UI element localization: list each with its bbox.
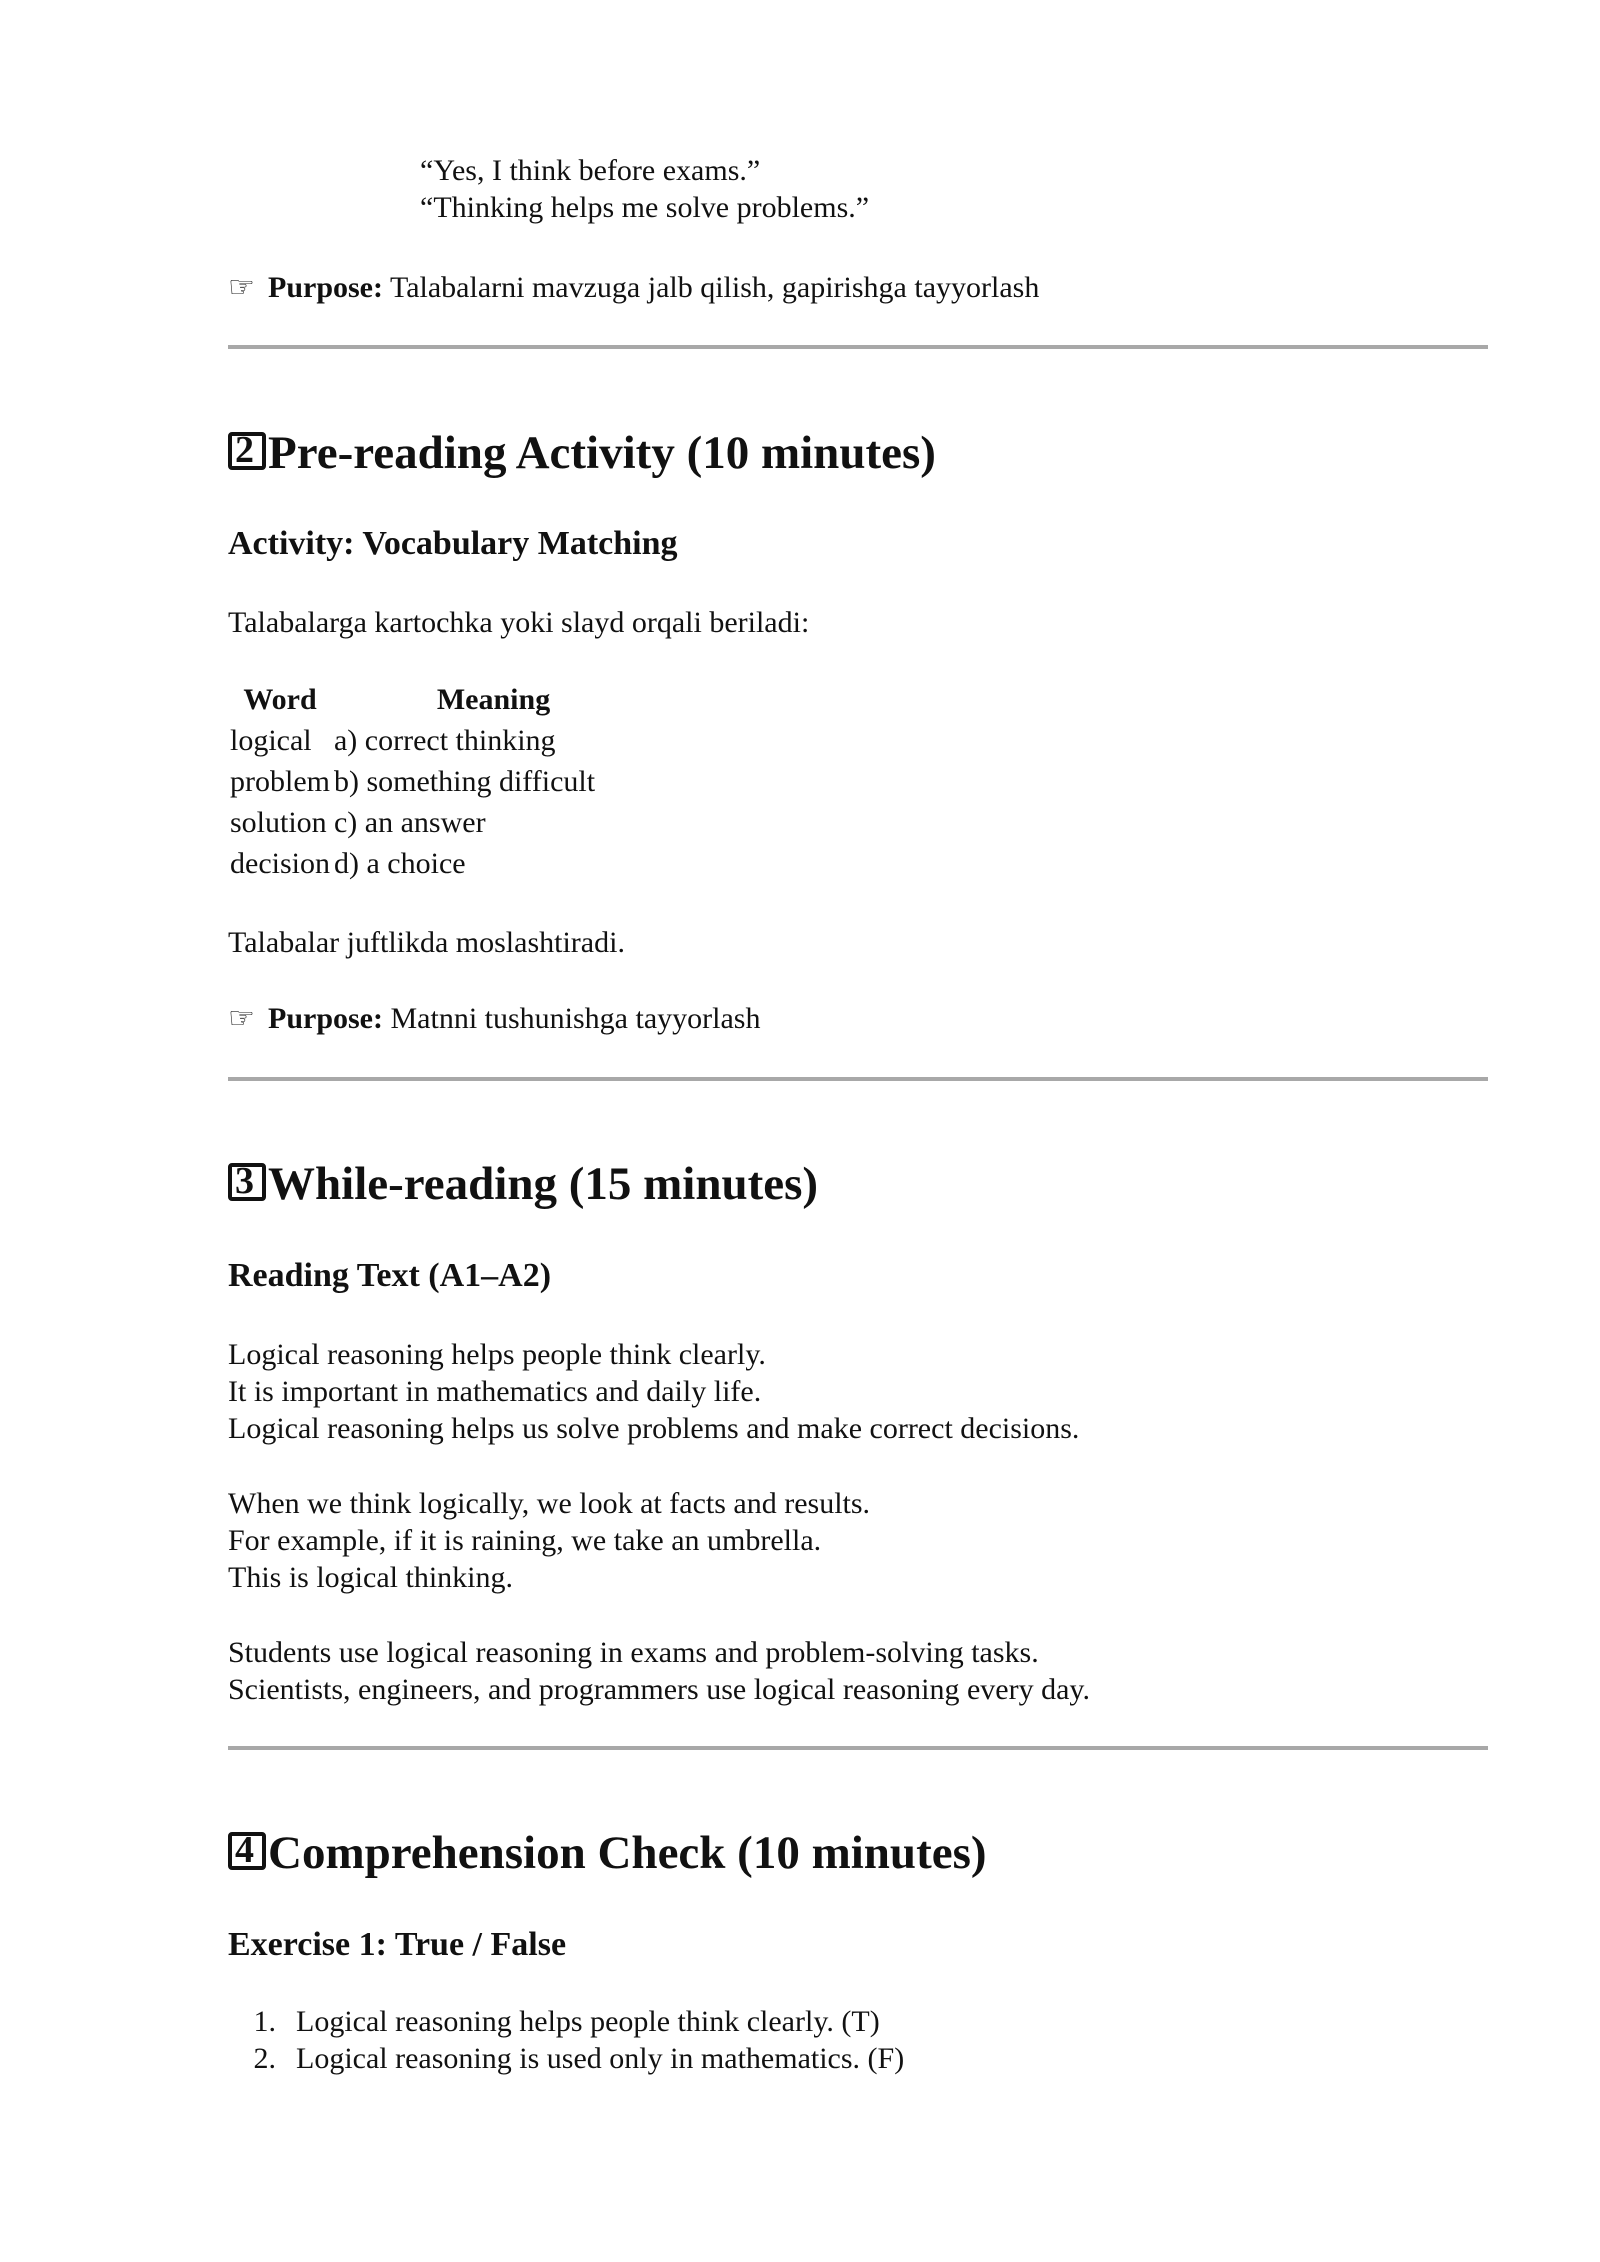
section-divider [228, 345, 1488, 349]
table-header-meaning: Meaning [436, 683, 551, 716]
number-2-icon: 2 [228, 432, 266, 470]
exercise-title: Exercise 1: True / False [228, 1926, 567, 1963]
reading-line: For example, if it is raining, we take an umbrella. [228, 1524, 822, 1557]
section-divider [228, 1077, 1488, 1081]
table-header-word: Word [243, 683, 317, 716]
table-cell-meaning: a) correct thinking [333, 724, 556, 757]
list-item: 2. Logical reasoning is used only in mathematics. (F) [253, 2042, 905, 2075]
pointing-hand-icon: ☞ [228, 270, 255, 305]
section-4-heading [228, 1825, 987, 1881]
reading-line: Logical reasoning helps us solve problems and make correct decisions. [228, 1412, 1080, 1445]
table-row [228, 843, 597, 884]
table-cell-word: solution [230, 806, 327, 839]
pairing-note: Talabalar juftlikda moslashtiradi. [228, 926, 625, 959]
reading-line: Logical reasoning helps people think clearly. [228, 1338, 766, 1371]
true-false-list [228, 2003, 904, 2077]
section-divider [228, 1746, 1488, 1750]
section-2-title: Pre-reading Activity (10 minutes) [268, 427, 936, 479]
reading-paragraph-2 [228, 1485, 870, 1596]
table-cell-word: problem [230, 765, 330, 798]
list-item: 1. Logical reasoning helps people think clearly. (T) [253, 2005, 880, 2038]
reading-paragraph-1 [228, 1336, 1079, 1447]
purpose-label: Purpose: [268, 1002, 383, 1035]
reading-paragraph-3 [228, 1634, 1090, 1708]
activity-title: Activity: Vocabulary Matching [228, 525, 678, 562]
table-row [228, 761, 597, 802]
section-3-title: While-reading (15 minutes) [268, 1158, 819, 1210]
table-row [228, 802, 597, 843]
table-cell-meaning: c) an answer [333, 806, 486, 839]
reading-line: It is important in mathematics and daily life. [228, 1375, 762, 1408]
table-row [228, 720, 597, 761]
reading-text-subtitle: Reading Text (A1–A2) [228, 1257, 552, 1294]
section-3-heading [228, 1156, 818, 1212]
quote-1: “Yes, I think before exams.” [420, 154, 761, 187]
reading-line: This is logical thinking. [228, 1561, 513, 1594]
table-cell-meaning: d) a choice [333, 847, 466, 880]
quote-2: “Thinking helps me solve problems.” [420, 191, 870, 224]
section-2-heading [228, 425, 936, 481]
reading-line: When we think logically, we look at facts and results. [228, 1487, 871, 1520]
table-cell-meaning: b) something difficult [333, 765, 596, 798]
reading-line: Students use logical reasoning in exams and problem-solving tasks. [228, 1636, 1039, 1669]
purpose-text: Matnni tushunishga tayyorlash [390, 1002, 761, 1035]
table-cell-word: logical [230, 724, 312, 757]
vocabulary-table-wrapper [228, 679, 597, 884]
activity-instruction: Talabalarga kartochka yoki slayd orqali beriladi: [228, 606, 810, 639]
purpose-label: Purpose: [268, 271, 383, 304]
intro-purpose-line [228, 269, 1039, 306]
table-cell-word: decision [230, 847, 330, 880]
section-4-title: Comprehension Check (10 minutes) [268, 1827, 987, 1879]
reading-line: Scientists, engineers, and programmers use logical reasoning every day. [228, 1673, 1090, 1706]
section-2-purpose-line [228, 1000, 760, 1037]
true-false-list-wrapper [228, 2003, 904, 2077]
number-4-icon: 4 [228, 1832, 266, 1870]
pointing-hand-icon: ☞ [228, 1001, 255, 1036]
vocabulary-table [228, 679, 597, 884]
purpose-text: Talabalarni mavzuga jalb qilish, gapirishga tayyorlash [389, 271, 1040, 304]
number-3-icon: 3 [228, 1163, 266, 1201]
